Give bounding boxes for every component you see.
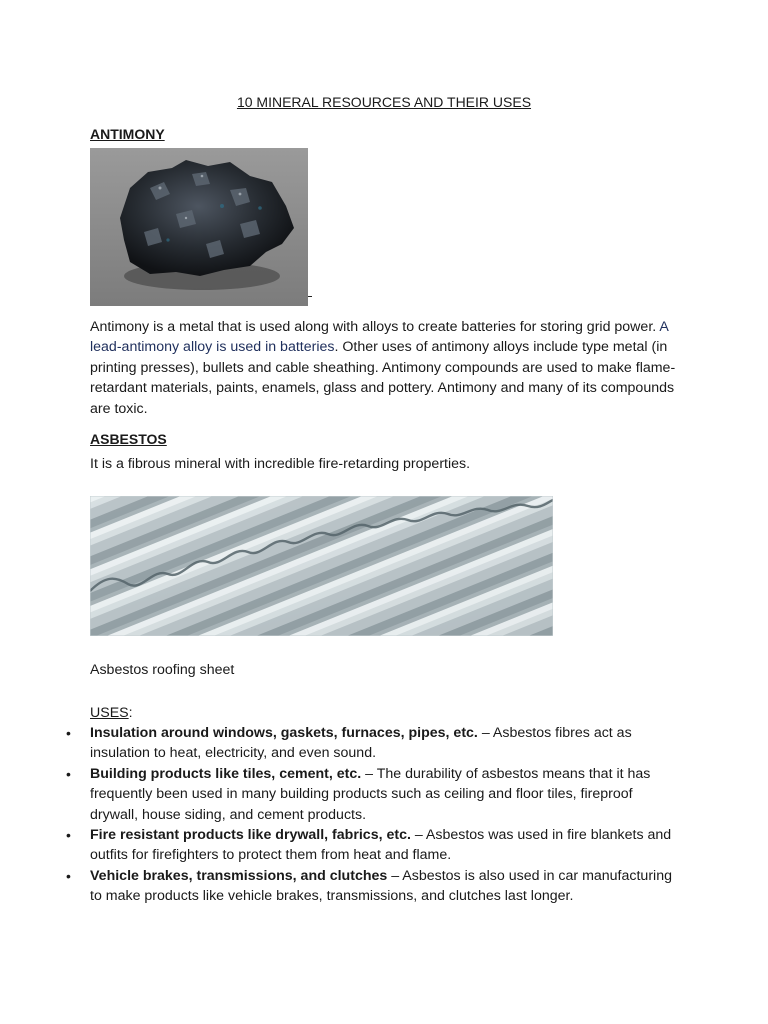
use-description: – The durability of asbestos means that it has frequently been used in many building products such as ceiling and floor tiles, fireproof drywall, house siding, and cement products.	[90, 765, 651, 823]
bullet-icon: •	[66, 867, 71, 884]
bullet-icon: •	[66, 725, 71, 741]
use-description: – Asbestos fibres act as insulation to heat, electricity, and even sound.	[90, 725, 632, 762]
antimony-ore-image	[90, 148, 308, 306]
antimony-paragraph	[90, 317, 680, 419]
use-title: Building products like tiles, cement, etc.	[90, 765, 362, 782]
antimony-text-end: . Other uses of antimony alloys include type metal (in printing presses), bullets and cable sheathing. Antimony compounds are used to make flame-retardant materials, paints, enamels, glass and pottery. Antimony and many of its compounds are toxic.	[90, 339, 676, 417]
list-item	[66, 825, 680, 866]
bullet-icon: •	[66, 827, 71, 844]
use-title: Fire resistant products like drywall, fabrics, etc.	[90, 827, 411, 844]
uses-heading-line	[90, 703, 680, 723]
image-anchor-underline	[308, 296, 312, 297]
list-item	[66, 764, 680, 825]
uses-colon: :	[128, 705, 133, 721]
asbestos-heading: ASBESTOS	[90, 431, 167, 447]
antimony-text-start: Antimony is a metal that is used along with alloys to create batteries for storing grid power.	[90, 319, 660, 335]
antimony-ore-graphic	[90, 148, 308, 306]
asbestos-roofing-image	[90, 496, 553, 636]
use-title: Vehicle brakes, transmissions, and clutches	[90, 867, 388, 884]
asbestos-uses-list	[66, 723, 680, 907]
antimony-heading: ANTIMONY	[90, 126, 165, 142]
use-description: – Asbestos is also used in car manufacturing to make products like vehicle brakes, transmissions, and clutches last longer.	[90, 867, 672, 905]
document-title: 10 MINERAL RESOURCES AND THEIR USES	[236, 94, 532, 110]
asbestos-intro: It is a fibrous mineral with incredible fire-retarding properties.	[90, 456, 471, 472]
list-item	[66, 723, 680, 764]
list-item	[66, 866, 680, 907]
corrugated-sheet-graphic	[90, 496, 553, 636]
use-title: Insulation around windows, gaskets, furnaces, pipes, etc.	[90, 725, 478, 741]
use-description: – Asbestos was used in fire blankets and outfits for firefighters to protect them from heat and flame.	[90, 827, 672, 864]
bullet-icon: •	[66, 765, 71, 782]
lead-antimony-link[interactable]: A lead-antimony alloy is used in batteries	[90, 319, 669, 356]
asbestos-image-caption: Asbestos roofing sheet	[90, 662, 235, 678]
uses-heading: USES	[90, 705, 129, 721]
